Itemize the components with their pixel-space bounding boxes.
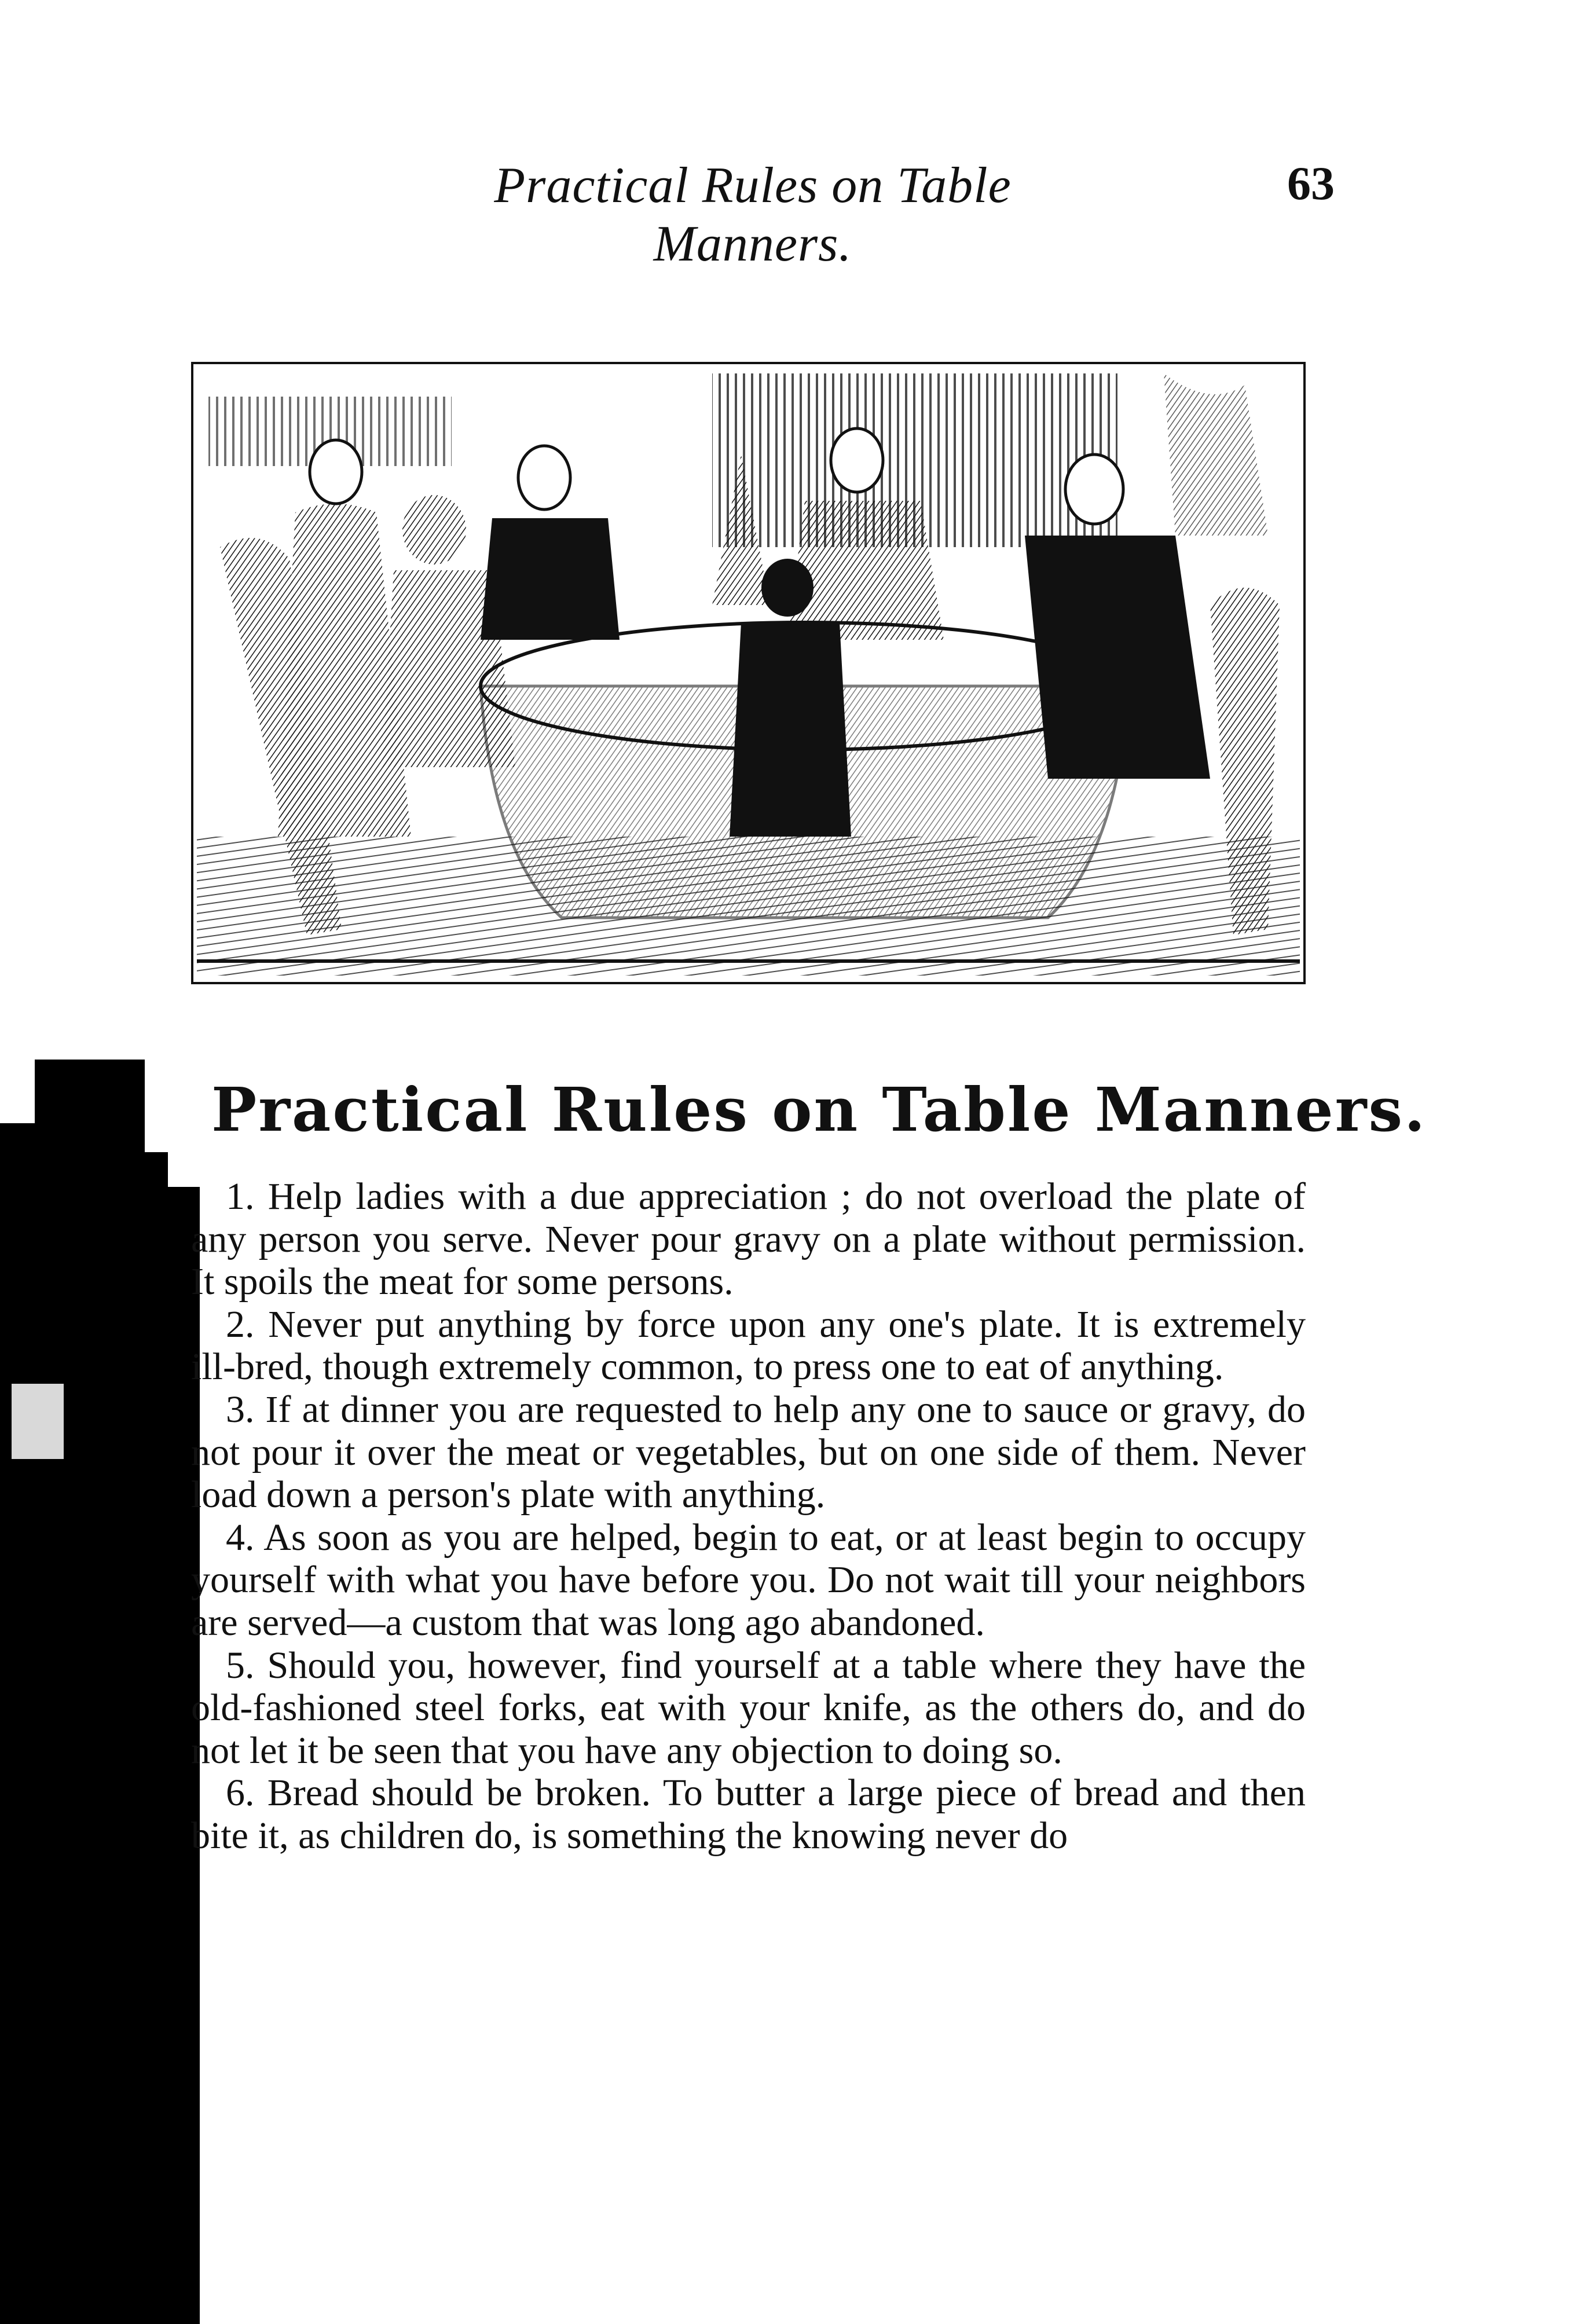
rule-2: 2. Never put anything by force upon any one's plate. It is extremely ill-bred, though extremely common, to press one to eat of anything. [191,1303,1306,1388]
dinner-table-engraving [191,362,1306,984]
rule-6: 6. Bread should be broken. To butter a large piece of bread and then bite it, as children do, is something the knowing never do [191,1772,1306,1857]
running-head: Practical Rules on Table Manners. [494,157,1012,272]
rule-3: 3. If at dinner you are requested to help any one to sauce or gravy, do not pour it over the meat or vegetables, but on one side of them. Never load down a person's plate with anything. [191,1388,1306,1516]
rule-4: 4. As soon as you are helped, begin to eat, or at least begin to occupy yourself with what you have before you. Do not wait till your neighbors are served—a custom that was long ago abandoned. [191,1516,1306,1644]
rule-5: 5. Should you, however, find yourself at a table where they have the old-fashioned steel forks, eat with your knife, as the others do, and do not let it be seen that you have any objection to doing so. [191,1644,1306,1772]
page-number: 63 [1287,157,1335,210]
rule-1: 1. Help ladies with a due appreciation ; do not overload the plate of any person you serve. Never pour gravy on a plate without permission. It spoils the meat for some persons. [191,1175,1306,1303]
rules-list [191,1175,1306,1857]
scan-edge-shadow [0,1060,200,2324]
section-title: Practical Rules on Table Manners. [211,1074,1427,1145]
